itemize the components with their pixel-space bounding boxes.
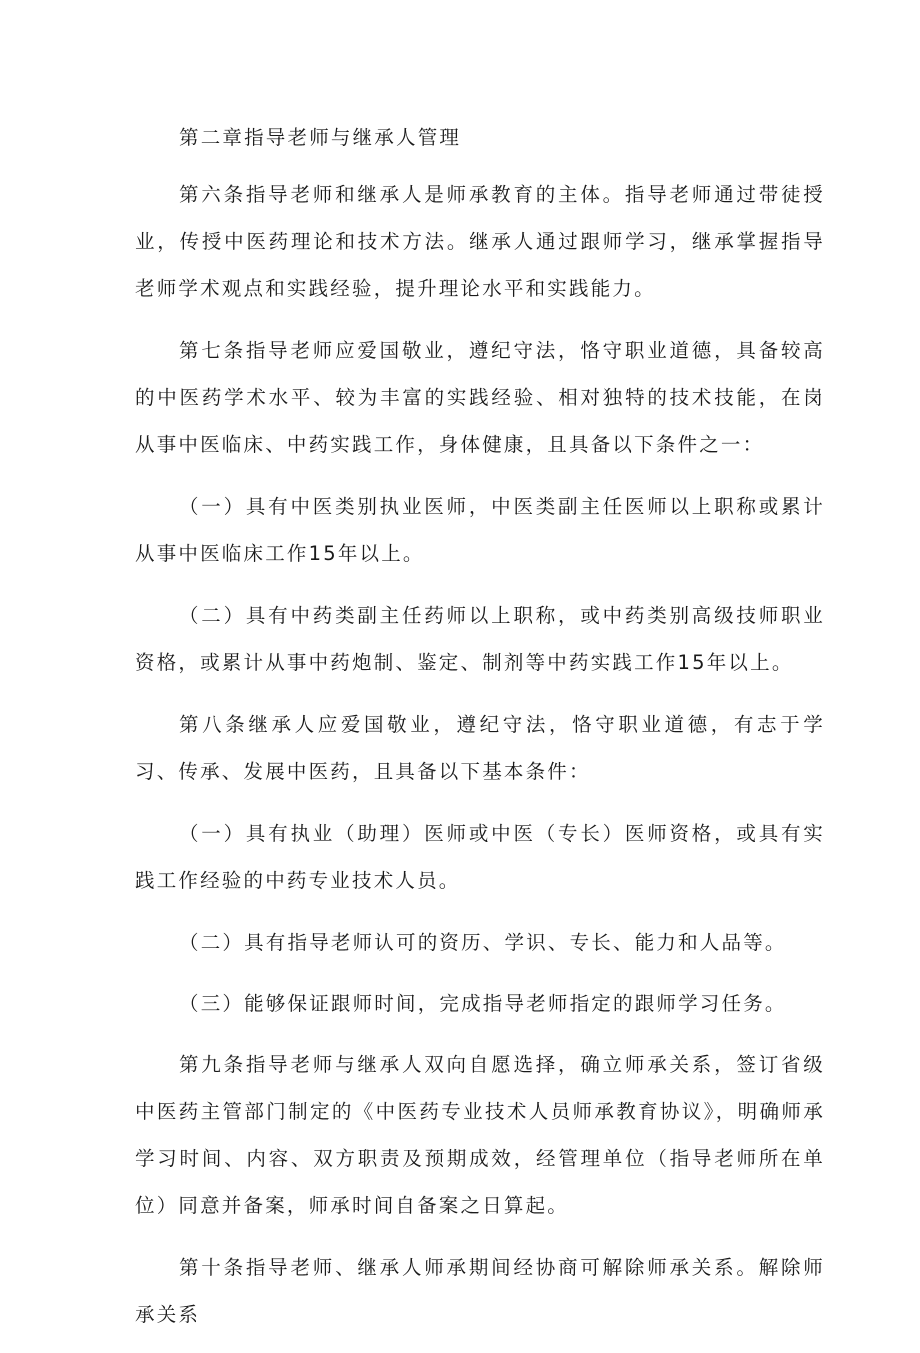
article-8-item-3: （三）能够保证跟师时间，完成指导老师指定的跟师学习任务。 [179, 992, 787, 1015]
document-body [135, 114, 825, 1353]
article-7: 第七条指导老师应爱国敬业，遵纪守法，恪守职业道德，具备较高的中医药学术水平、较为丰富的实践经验、相对独特的技术技能，在岗从事中医临床、中药实践工作，身体健康，且具备以下条件之一： [135, 339, 825, 456]
article-8: 第八条继承人应爱国敬业，遵纪守法，恪守职业道德，有志于学习、传承、发展中医药，且具备以下基本条件： [135, 713, 825, 783]
article-10: 第十条指导老师、继承人师承期间经协商可解除师承关系。解除师承关系 [135, 1256, 825, 1326]
article-6: 第六条指导老师和继承人是师承教育的主体。指导老师通过带徒授业，传授中医药理论和技术方法。继承人通过跟师学习，继承掌握指导老师学术观点和实践经验，提升理论水平和实践能力。 [135, 183, 825, 300]
article-8-item-2: （二）具有指导老师认可的资历、学识、专长、能力和人品等。 [179, 931, 787, 954]
article-8-item-1: （一）具有执业（助理）医师或中医（专长）医师资格，或具有实践工作经验的中药专业技术人员。 [135, 822, 825, 892]
article-7-item-2: （二）具有中药类副主任药师以上职称，或中药类别高级技师职业资格，或累计从事中药炮制、鉴定、制剂等中药实践工作15年以上。 [135, 604, 825, 674]
chapter-heading: 第二章指导老师与继承人管理 [179, 126, 462, 149]
article-7-item-1: （一）具有中医类别执业医师，中医类副主任医师以上职称或累计从事中医临床工作15年以上。 [135, 495, 825, 565]
article-9: 第九条指导老师与继承人双向自愿选择，确立师承关系，签订省级中医药主管部门制定的《中医药专业技术人员师承教育协议》，明确师承学习时间、内容、双方职责及预期成效，经管理单位（指导老师所在单位）同意并备案，师承时间自备案之日算起。 [135, 1053, 825, 1217]
